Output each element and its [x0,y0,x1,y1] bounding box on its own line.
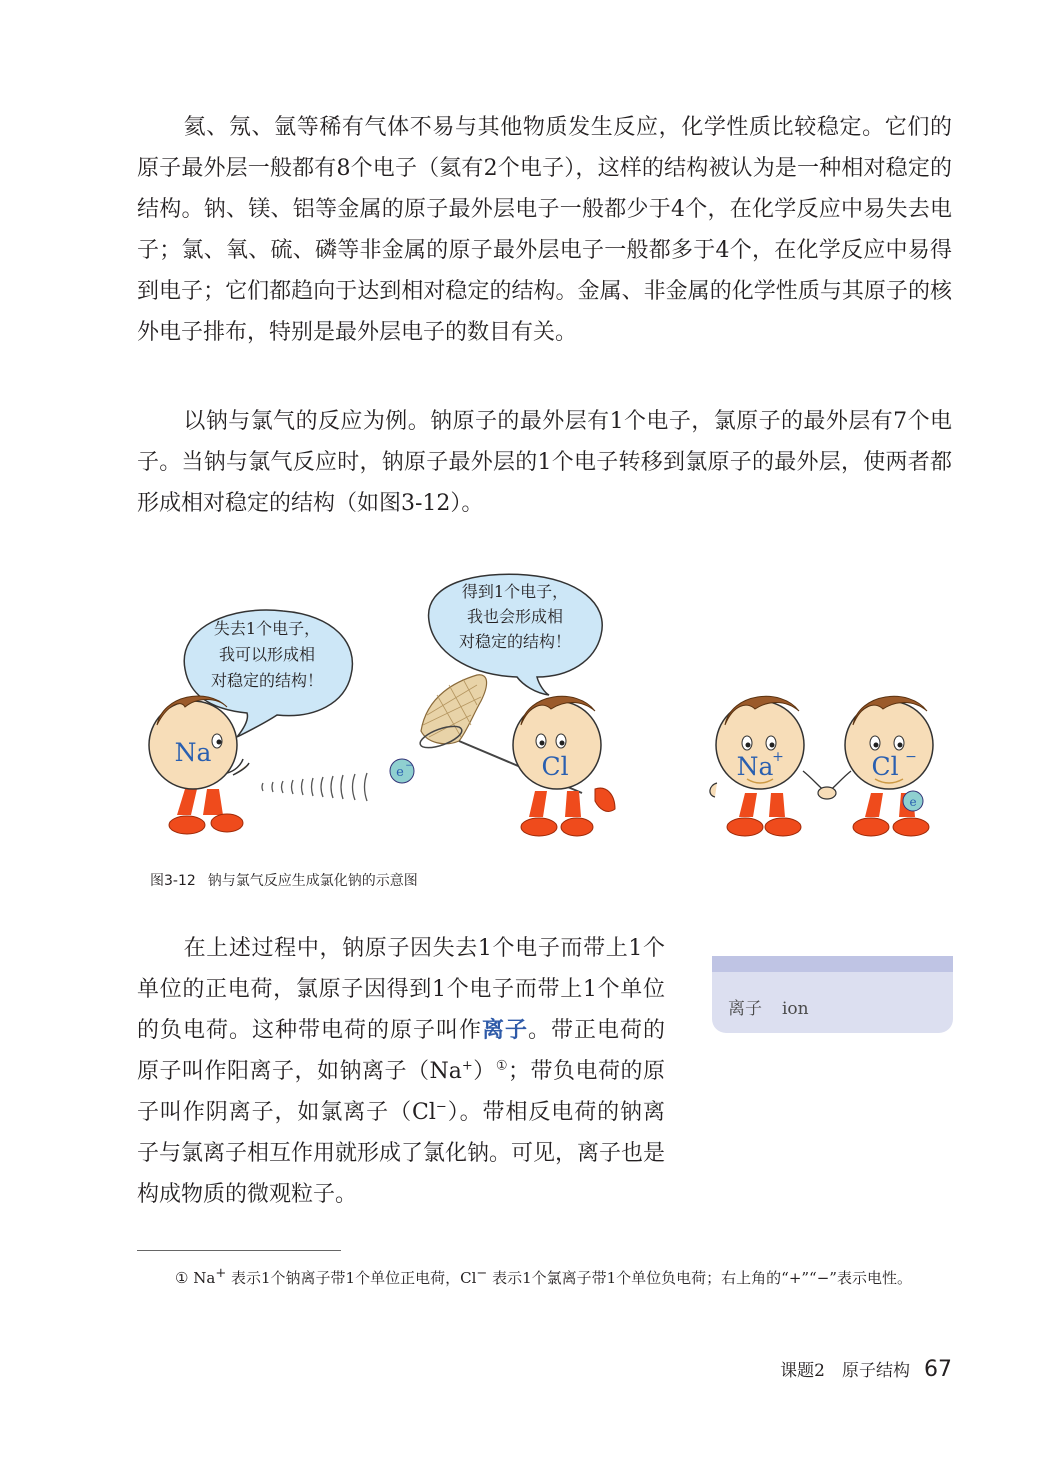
footnote-marker[interactable]: ① [495,1058,508,1074]
bubble-na-line-3: 对稳定的结构！ [210,671,324,690]
footnote-text-1: Na [193,1269,216,1287]
na-ion-character [710,696,804,836]
page-number: 67 [924,1357,952,1382]
footnote-text-2: 表示1个钠离子带1个单位正电荷，Cl [231,1269,477,1287]
bubble-cl-line-1: 得到1个电子， [461,582,569,601]
held-hands [803,771,851,799]
cl-ion-character [845,696,933,836]
caption-text: 钠与氯气反应生成氯化钠的示意图 [207,873,418,889]
figure-illustration [137,565,952,860]
paragraph-1 [137,107,952,353]
bubble-cl-line-2: 我也会形成相 [466,607,564,626]
figure-3-12 [137,565,952,860]
cl-atom-character [513,696,615,836]
na-superscript: + [461,1058,473,1074]
cl-ion-sup: − [905,749,917,765]
na-atom-character [149,696,249,834]
paragraph-1-text: 氦、氖、氩等稀有气体不易与其他物质发生反应，化学性质比较稳定。它们的原子最外层一般都有8个电子（氦有2个电子），这样的结构被认为是一种相对稳定的结构。钠、镁、铝等金属的原子最外层电子一般都少于4个，在化学反应中易失去电子；氯、氧、硫、磷等非金属的原子最外层电子一般都多于4个，在化学反应中易得到电子；它们都趋向于达到相对稳定的结构。金属、非金属的化学性质与其原子的核外电子排布，特别是最外层电子的数目有关。 [137,115,952,345]
bubble-na-line-2: 我可以形成相 [218,645,316,664]
paragraph-2-text: 以钠与氯气的反应为例。钠原子的最外层有1个电子，氯原子的最外层有7个电子。当钠与氯气反应时，钠原子最外层的1个电子转移到氯原子的最外层，使两者都形成相对稳定的结构（如图3-12）。 [137,409,952,516]
bubble-na-line-1: 失去1个电子， [213,619,321,638]
bubble-cl-line-3: 对稳定的结构！ [458,632,572,651]
glossary-box-header [712,956,953,972]
paragraph-2 [137,401,952,524]
electron-trail [262,773,367,801]
term-ion: 离子 [481,1017,528,1043]
footnote-text-3: 表示1个氯离子带1个单位负电荷；右上角的“+”“−”表示电性。 [492,1269,912,1287]
glossary-entry [728,994,809,1019]
footnote-number: ① [175,1269,189,1287]
page-footer [780,1356,952,1382]
cl-superscript: − [435,1099,447,1115]
glossary-term-en: ion [782,999,809,1019]
paragraph-3-part-2: 。带正电荷的原子叫作阳离子，如钠离子（Na [137,1018,665,1084]
figure-caption [150,870,418,890]
footnote-sup-2: − [476,1266,488,1281]
glossary-term-cn: 离子 [728,999,762,1019]
paragraph-3-part-4: ；带负电荷的原子叫作阴离子，如氯离子（Cl [137,1059,665,1125]
glossary-box [712,956,953,1033]
na-ion-label: Na [736,752,774,781]
paragraph-3-part-5: ）。带相反电荷的钠离子与氯离子相互作用就形成了氯化钠。可见，离子也是构成物质的微观粒子。 [137,1100,666,1207]
electron-label: e [396,765,404,780]
caption-number: 图3-12 [150,873,196,889]
speech-bubble-cl [429,574,603,695]
electron-sup: − [405,761,413,771]
paragraph-3 [137,928,665,1215]
cl-ion-label: Cl [871,752,899,781]
electron [390,759,414,783]
chapter-title: 课题2 原子结构 [780,1361,910,1381]
footnote-divider [137,1250,341,1251]
na-label: Na [174,738,212,767]
footnote [137,1264,952,1292]
paragraph-3-part-1: 在上述过程中，钠原子因失去1个电子而带上1个单位的正电荷，氯原子因得到1个电子而带上1个单位的负电荷。这种带电荷的原子叫作 [137,936,665,1043]
cl-label: Cl [541,752,569,781]
paragraph-3-part-3: ） [472,1059,496,1084]
na-ion-sup: + [772,749,784,765]
footnote-sup-1: + [215,1266,227,1281]
cl-ion-electron-label: e [909,795,917,809]
